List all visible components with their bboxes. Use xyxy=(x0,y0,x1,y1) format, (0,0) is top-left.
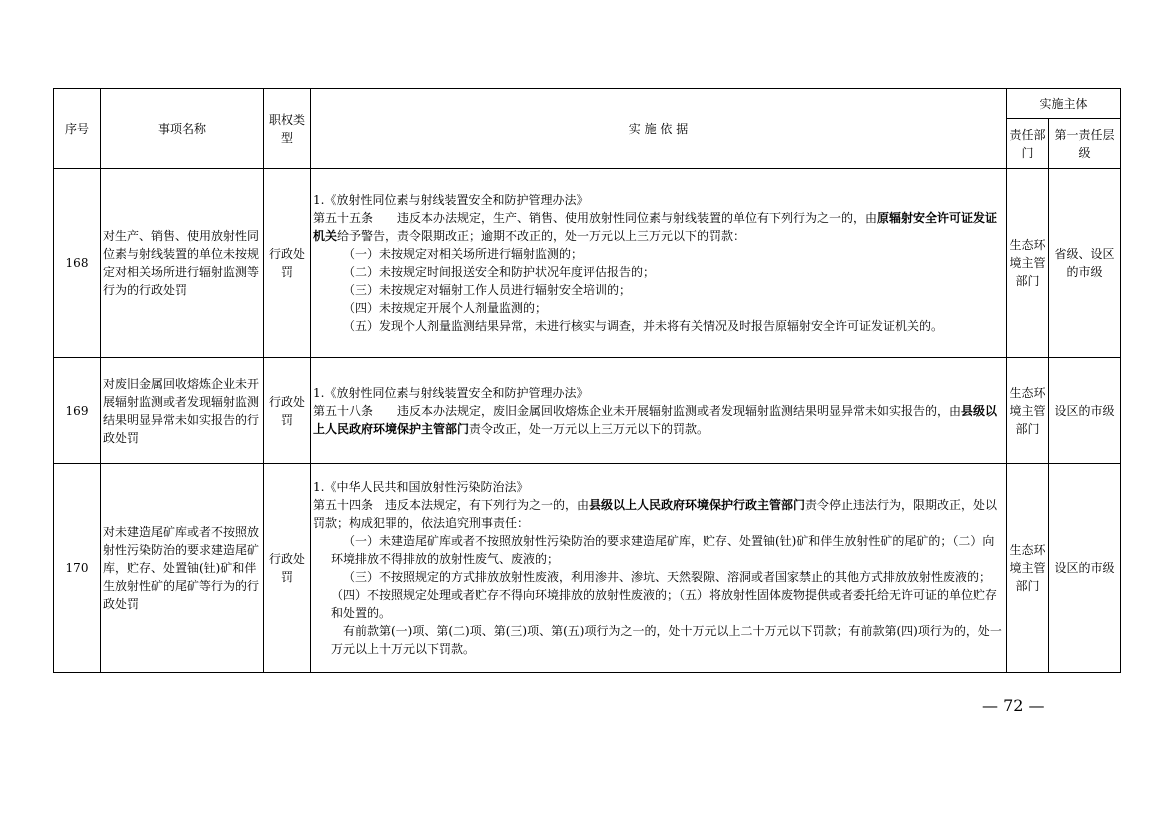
basis-authority: 原辐射安全许可证发证机关 xyxy=(313,211,998,243)
basis-law-title: 1.《中华人民共和国放射性污染防治法》 xyxy=(313,480,529,494)
row-power-type: 行政处罚 xyxy=(264,358,311,464)
enforcement-table xyxy=(53,88,1121,673)
basis-item: （三）未按规定对辐射工作人员进行辐射安全培训的； xyxy=(343,283,632,297)
row-basis xyxy=(311,464,1007,673)
row-seq: 169 xyxy=(54,358,101,464)
basis-law-title: 1.《放射性同位素与射线装置安全和防护管理办法》 xyxy=(313,385,589,400)
header-basis: 实 施 依 据 xyxy=(311,89,1007,169)
header-seq: 序号 xyxy=(54,89,101,169)
row-item-name: 对废旧金属回收熔炼企业未开展辐射监测或者发现辐射监测结果明显异常未如实报告的行政处罚 xyxy=(101,358,264,464)
basis-paragraph: （一）未建造尾矿库或者不按照放射性污染防治的要求建造尾矿库，贮存、处置铀(钍)矿和伴生放射性矿的尾矿的；（二）向环境排放不得排放的放射性废气、废液的； xyxy=(331,534,995,566)
row-seq: 170 xyxy=(54,464,101,673)
row-basis xyxy=(311,169,1007,358)
header-power-type: 职权类型 xyxy=(264,89,311,169)
basis-item: （四）未按规定开展个人剂量监测的； xyxy=(343,301,548,315)
page-number: — 72 — xyxy=(982,696,1045,715)
basis-paragraph: （三）不按照规定的方式排放放射性废液，利用渗井、渗坑、天然裂隙、溶洞或者国家禁止的其他方式排放放射性废液的；（四）不按照规定处理或者贮存不得向环境排放的放射性废液的；（五）将放射性固体废物提供或者委托给无许可证的单位贮存和处置的。 xyxy=(331,570,998,620)
row-item-name: 对生产、销售、使用放射性同位素与射线装置的单位未按规定对相关场所进行辐射监测等行为的行政处罚 xyxy=(101,169,264,358)
basis-authority: 县级以上人民政府环境保护主管部门 xyxy=(313,403,998,436)
basis-authority: 县级以上人民政府环境保护行政主管部门 xyxy=(589,498,806,512)
header-resp-dept: 责任部门 xyxy=(1007,119,1049,169)
basis-paragraph: 有前款第(一)项、第(二)项、第(三)项、第(五)项行为之一的，处十万元以上二十万元以下罚款；有前款第(四)项行为的，处一万元以上十万元以下罚款。 xyxy=(331,624,1002,656)
row-first-level: 省级、设区的市级 xyxy=(1049,169,1121,358)
row-first-level: 设区的市级 xyxy=(1049,358,1121,464)
header-impl-subject: 实施主体 xyxy=(1007,89,1121,119)
table-row xyxy=(54,464,1121,673)
row-resp-dept: 生态环境主管部门 xyxy=(1007,358,1049,464)
basis-item: （二）未按规定时间报送安全和防护状况年度评估报告的； xyxy=(343,265,656,279)
header-item-name: 事项名称 xyxy=(101,89,264,169)
basis-law-title: 1.《放射性同位素与射线装置安全和防护管理办法》 xyxy=(313,193,589,207)
basis-article: 第五十四条 违反本法规定，有下列行为之一的，由县级以上人民政府环境保护行政主管部门责令停止违法行为，限期改正，处以罚款；构成犯罪的，依法追究刑事责任： xyxy=(313,498,998,530)
basis-item: （五）发现个人剂量监测结果异常，未进行核实与调查，并未将有关情况及时报告原辐射安全许可证发证机关的。 xyxy=(343,319,944,333)
row-first-level: 设区的市级 xyxy=(1049,464,1121,673)
row-power-type: 行政处罚 xyxy=(264,169,311,358)
basis-article: 第五十八条 违反本办法规定，废旧金属回收熔炼企业未开展辐射监测或者发现辐射监测结果明显异常未如实报告的，由县级以上人民政府环境保护主管部门责令改正，处一万元以上三万元以下的罚款。 xyxy=(313,403,998,436)
table-row xyxy=(54,358,1121,464)
header-row xyxy=(54,89,1121,119)
table-row xyxy=(54,169,1121,358)
row-basis xyxy=(311,358,1007,464)
basis-item: （一）未按规定对相关场所进行辐射监测的； xyxy=(343,247,584,261)
row-item-name: 对未建造尾矿库或者不按照放射性污染防治的要求建造尾矿库，贮存、处置铀(钍)矿和伴生放射性矿的尾矿等行为的行政处罚 xyxy=(101,464,264,673)
row-seq: 168 xyxy=(54,169,101,358)
row-power-type: 行政处罚 xyxy=(264,464,311,673)
basis-article: 第五十五条 违反本办法规定，生产、销售、使用放射性同位素与射线装置的单位有下列行为之一的，由原辐射安全许可证发证机关给予警告，责令限期改正；逾期不改正的，处一万元以上三万元以下的罚款： xyxy=(313,211,998,243)
row-resp-dept: 生态环境主管部门 xyxy=(1007,464,1049,673)
row-resp-dept: 生态环境主管部门 xyxy=(1007,169,1049,358)
header-first-level: 第一责任层级 xyxy=(1049,119,1121,169)
